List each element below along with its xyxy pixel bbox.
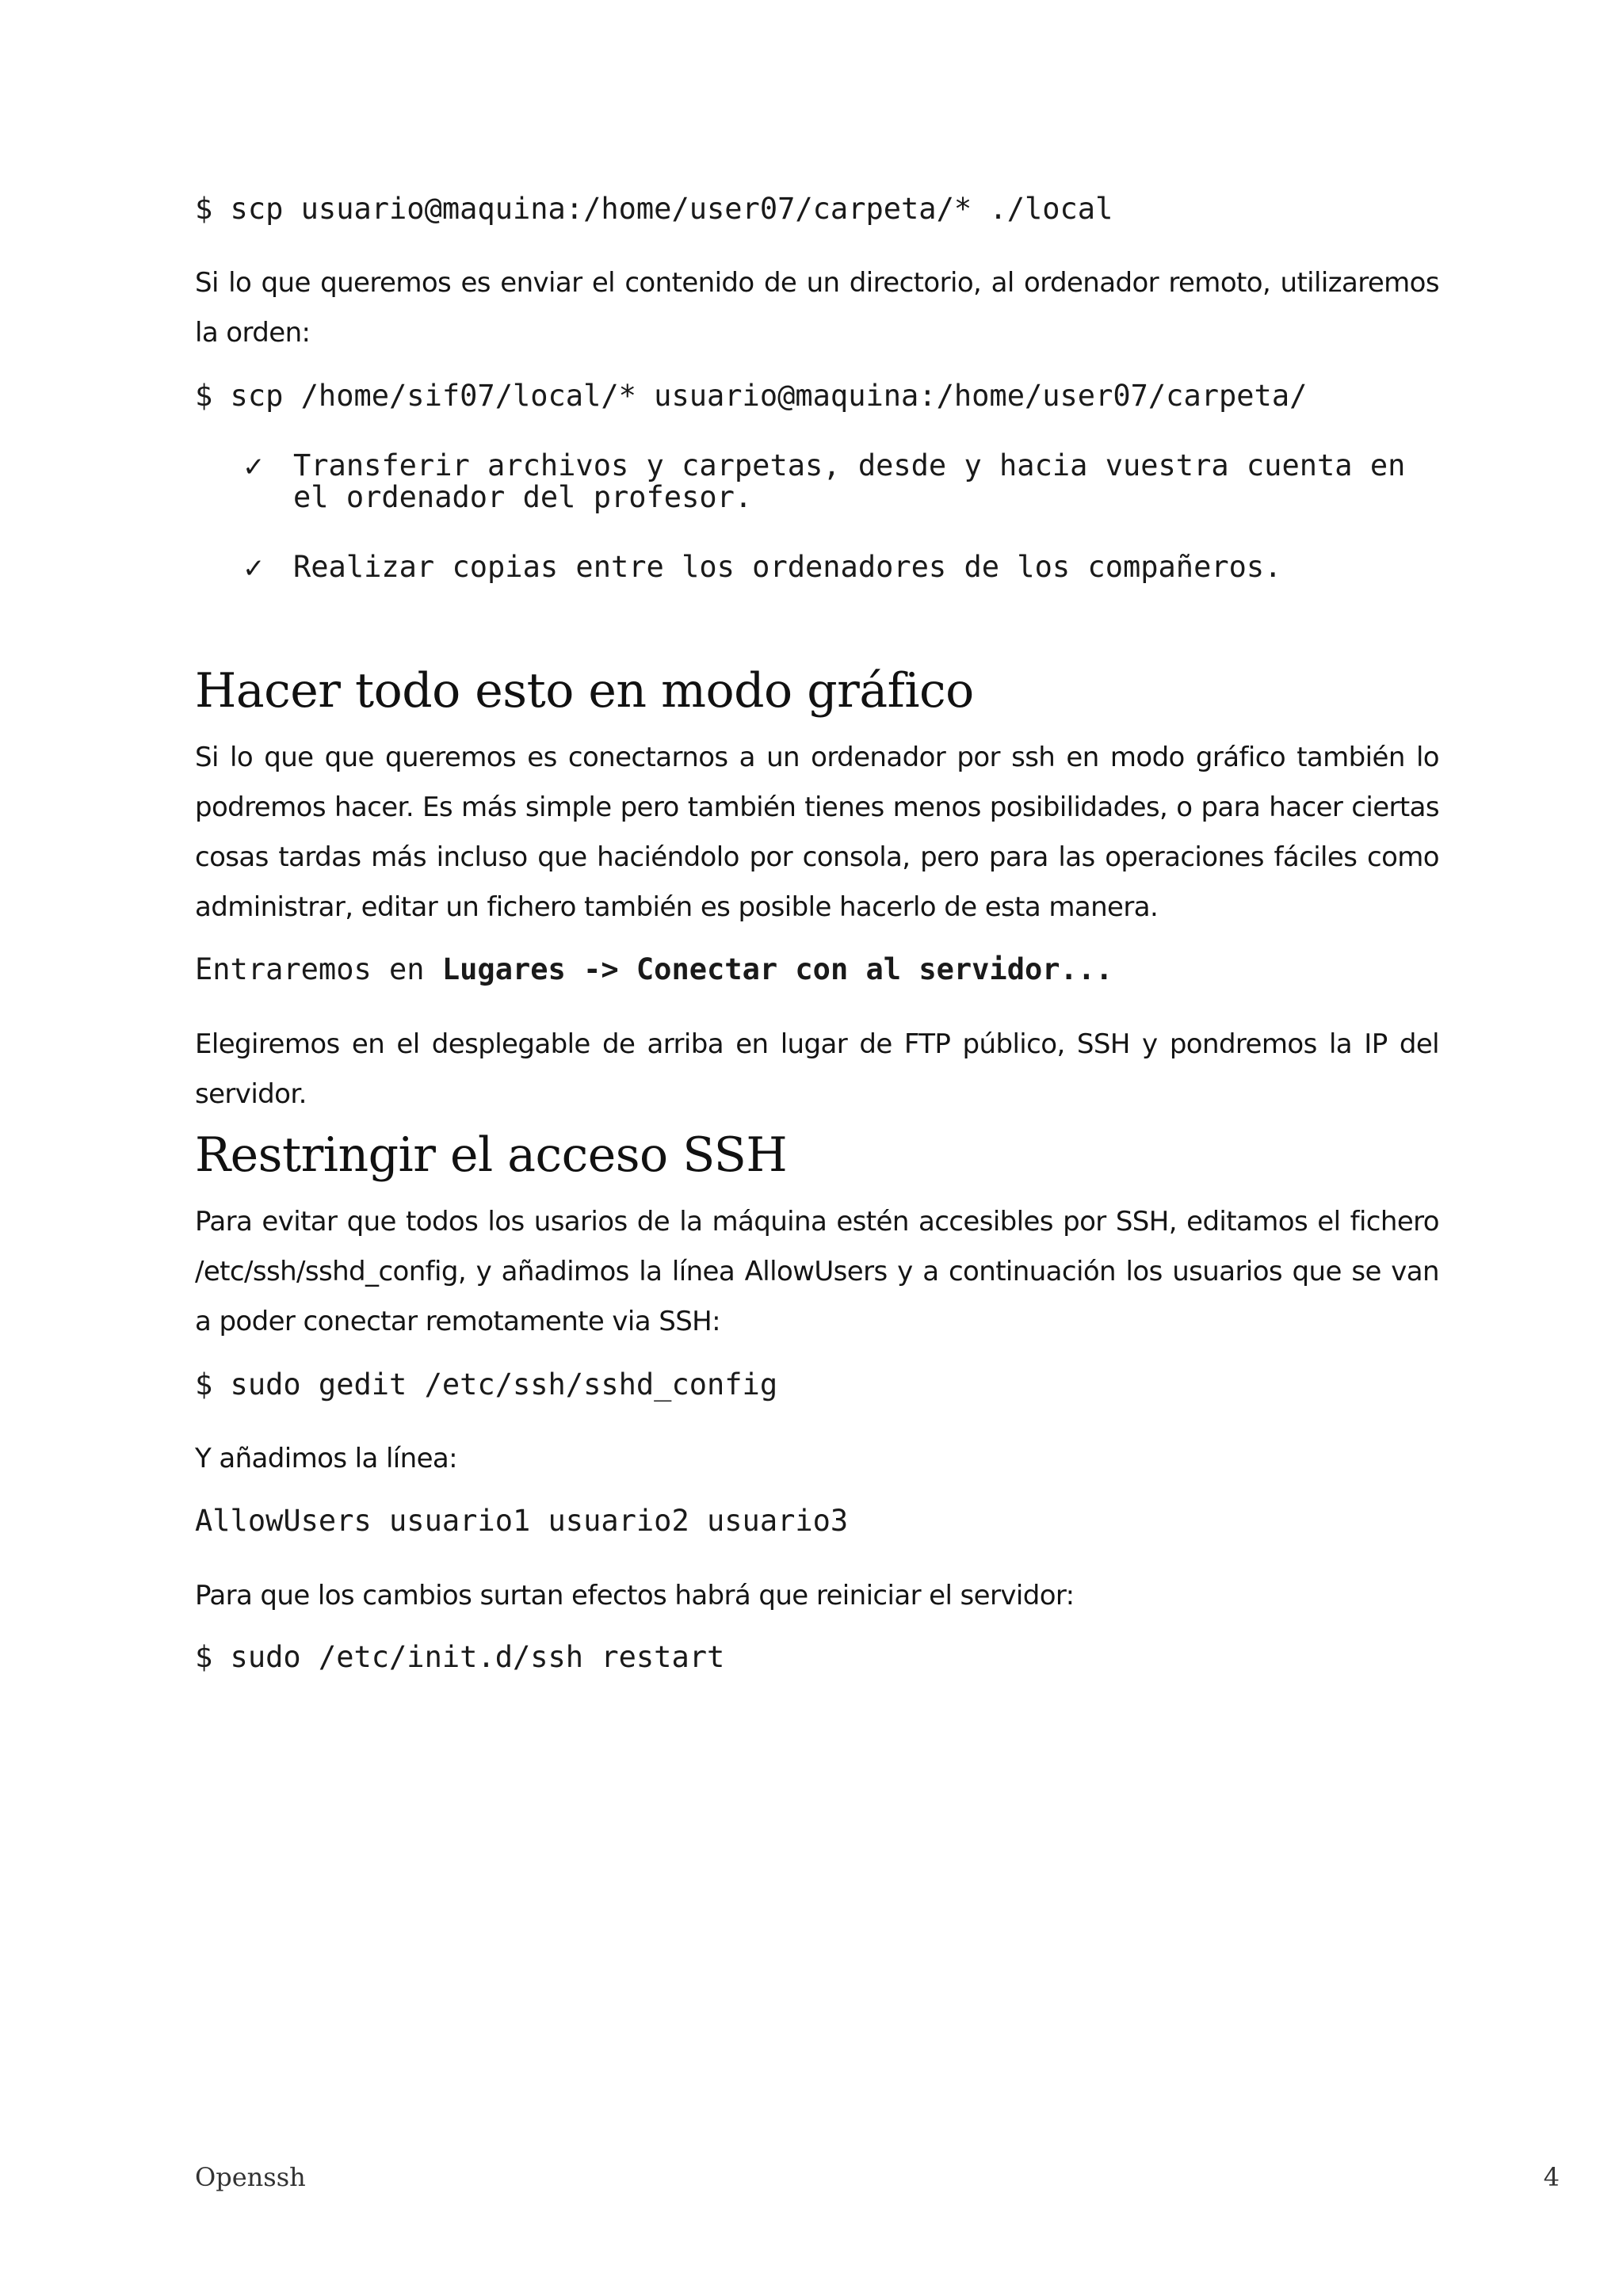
check-icon: ✓: [242, 553, 265, 585]
paragraph-reiniciar: Para que los cambios surtan efectos habrá que reiniciar el servidor:: [195, 1580, 1075, 1611]
checklist: [242, 450, 1439, 513]
command-sudo-gedit: $ sudo gedit /etc/ssh/sshd_config: [195, 1367, 778, 1402]
paragraph-send-directory: Si lo que queremos es enviar el contenido de un directorio, al ordenador remoto, utilizaremos la orden:: [195, 267, 1439, 349]
paragraph-restringir: Para evitar que todos los usarios de la máquina estén accesibles por SSH, editamos el fichero /etc/ssh/sshd_config, y añadimos la línea AllowUsers y a continuación los usuarios que se van a poder conectar remotamente via SSH:: [195, 1206, 1439, 1337]
paragraph-y-anadimos: Y añadimos la línea:: [195, 1443, 458, 1474]
paragraph-elegiremos: Elegiremos en el desplegable de arriba en lugar de FTP público, SSH y pondremos la IP del servidor.: [195, 1028, 1439, 1110]
entraremos-line: [195, 952, 1439, 987]
command-scp-remote-to-local: $ scp usuario@maquina:/home/user07/carpeta/* ./local: [195, 192, 1113, 226]
footer-title: Openssh: [195, 2162, 306, 2192]
checklist-item: [242, 551, 1439, 583]
command-ssh-restart: $ sudo /etc/init.d/ssh restart: [195, 1640, 725, 1674]
page-number: 4: [1543, 2162, 1560, 2192]
allowusers-line: AllowUsers usuario1 usuario2 usuario3: [195, 1504, 849, 1538]
entraremos-prefix: Entraremos en: [195, 952, 442, 986]
checklist-item: [242, 450, 1439, 513]
checklist-item-text: Transferir archivos y carpetas, desde y hacia vuestra cuenta en el ordenador del profesor.: [293, 448, 1406, 514]
check-icon: ✓: [242, 452, 265, 483]
checklist: [242, 551, 1439, 583]
checklist-item-text: Realizar copias entre los ordenadores de los compañeros.: [293, 550, 1282, 584]
command-scp-local-to-remote: $ scp /home/sif07/local/* usuario@maquina:/home/user07/carpeta/: [195, 379, 1308, 413]
menu-path: Lugares -> Conectar con al servidor...: [441, 952, 1113, 986]
heading-modo-grafico: Hacer todo esto en modo gráfico: [195, 663, 974, 719]
paragraph-modo-grafico: Si lo que que queremos es conectarnos a un ordenador por ssh en modo gráfico también lo podremos hacer. Es más simple pero también tienes menos posibilidades, o para hacer ciertas cosas tardas más incluso que haciéndolo por consola, pero para las operaciones fáciles como administrar, editar un fichero también es posible hacerlo de esta manera.: [195, 742, 1439, 923]
heading-restringir-acceso: Restringir el acceso SSH: [195, 1127, 788, 1183]
